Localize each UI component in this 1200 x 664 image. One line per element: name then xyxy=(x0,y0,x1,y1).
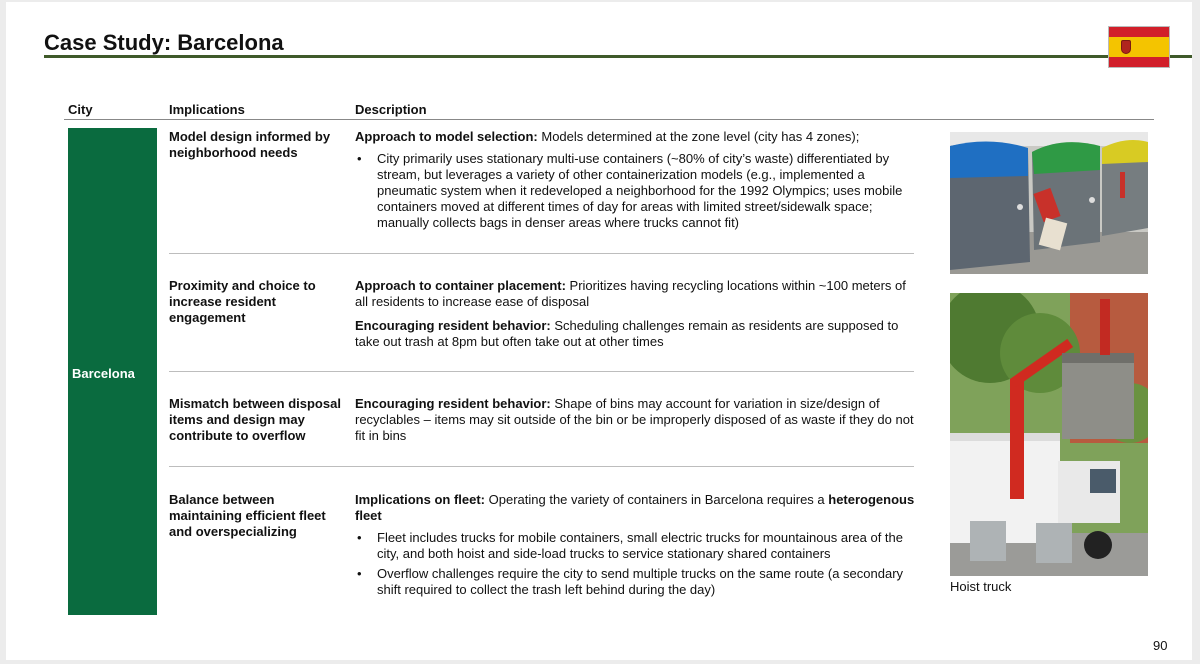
implication-row-1: Model design informed by neighborhood needs xyxy=(169,129,331,160)
slide xyxy=(6,2,1192,660)
photo-caption: Hoist truck xyxy=(950,579,1012,594)
city-label: Barcelona xyxy=(72,366,135,381)
paragraph-lead: Encouraging resident behavior: xyxy=(355,396,551,411)
bullet-icon: • xyxy=(357,151,362,166)
implication-row-4: Balance between maintaining efficient fleet and overspecializing xyxy=(169,492,326,539)
bullet-text: Overflow challenges require the city to send multiple trucks on the same route (a secondary shift required to collect the trash left behind during the day) xyxy=(377,566,904,597)
bullet-item xyxy=(355,151,915,231)
containers-photo xyxy=(950,132,1148,274)
bullet-item xyxy=(355,566,915,598)
paragraph-text: Models determined at the zone level (city has 4 zones); xyxy=(537,129,860,144)
implication-row-2: Proximity and choice to increase resident engagement xyxy=(169,278,316,325)
paragraph-lead: Encouraging resident behavior: xyxy=(355,318,551,333)
paragraph-lead: Implications on fleet: xyxy=(355,492,486,507)
paragraph-text: Shape of bins may account for variation in size/design of recyclables – items may sit outside of the bin or be improperly disposed of as waste if they do not fit in bins xyxy=(355,396,914,443)
row-divider xyxy=(169,466,914,467)
hoist-truck-photo-image xyxy=(950,293,1148,576)
row-divider xyxy=(169,371,914,372)
implication-row-3: Mismatch between disposal items and design may contribute to overflow xyxy=(169,396,341,443)
header-implications: Implications xyxy=(169,102,245,117)
header-rule xyxy=(64,119,1154,120)
description-row-2 xyxy=(355,278,915,356)
bullet-text: City primarily uses stationary multi-use containers (~80% of city’s waste) differentiated by stream, but leverages a variety of other containerization models (e.g., implemented a pneumatic system when it redeveloped a neighborhood for the 1992 Olympics; uses mobile containers moved at different times of day for areas with limited street/sidewalk space; manually collects bags in denser areas where trucks cannot fit) xyxy=(377,151,903,230)
paragraph-text: Operating the variety of containers in Barcelona requires a xyxy=(485,492,829,507)
paragraph-lead: Approach to model selection: xyxy=(355,129,538,144)
bullet-list xyxy=(355,151,915,231)
paragraph xyxy=(355,318,915,350)
paragraph-lead: Approach to container placement: xyxy=(355,278,566,293)
bullet-list xyxy=(355,530,915,598)
description-row-4 xyxy=(355,492,915,602)
description-row-3 xyxy=(355,396,915,450)
bullet-icon: • xyxy=(357,530,362,545)
description-row-1 xyxy=(355,129,915,235)
page-title: Case Study: Barcelona xyxy=(44,30,284,55)
bullet-icon: • xyxy=(357,566,362,581)
row-divider xyxy=(169,253,914,254)
paragraph-text: Prioritizes having recycling locations within ~100 meters of all residents to increase ease of disposal xyxy=(355,278,906,309)
spain-flag-icon xyxy=(1108,26,1170,68)
paragraph-lead: heterogenous fleet xyxy=(355,492,915,523)
paragraph-text: Scheduling challenges remain as residents are supposed to take out trash at 8pm but often take out at other times xyxy=(355,318,899,349)
paragraph xyxy=(355,278,915,310)
header-description: Description xyxy=(355,102,427,117)
title-rule xyxy=(44,55,1192,58)
containers-photo-image xyxy=(950,132,1148,274)
paragraph xyxy=(355,129,915,145)
paragraph xyxy=(355,492,915,524)
page-number: 90 xyxy=(1153,638,1168,653)
header-city: City xyxy=(68,102,93,117)
bullet-text: Fleet includes trucks for mobile containers, small electric trucks for mountainous area of the city, and both hoist and side-load trucks to service stationary shared containers xyxy=(377,530,904,561)
paragraph xyxy=(355,396,915,444)
hoist-truck-photo xyxy=(950,293,1148,576)
bullet-item xyxy=(355,530,915,562)
